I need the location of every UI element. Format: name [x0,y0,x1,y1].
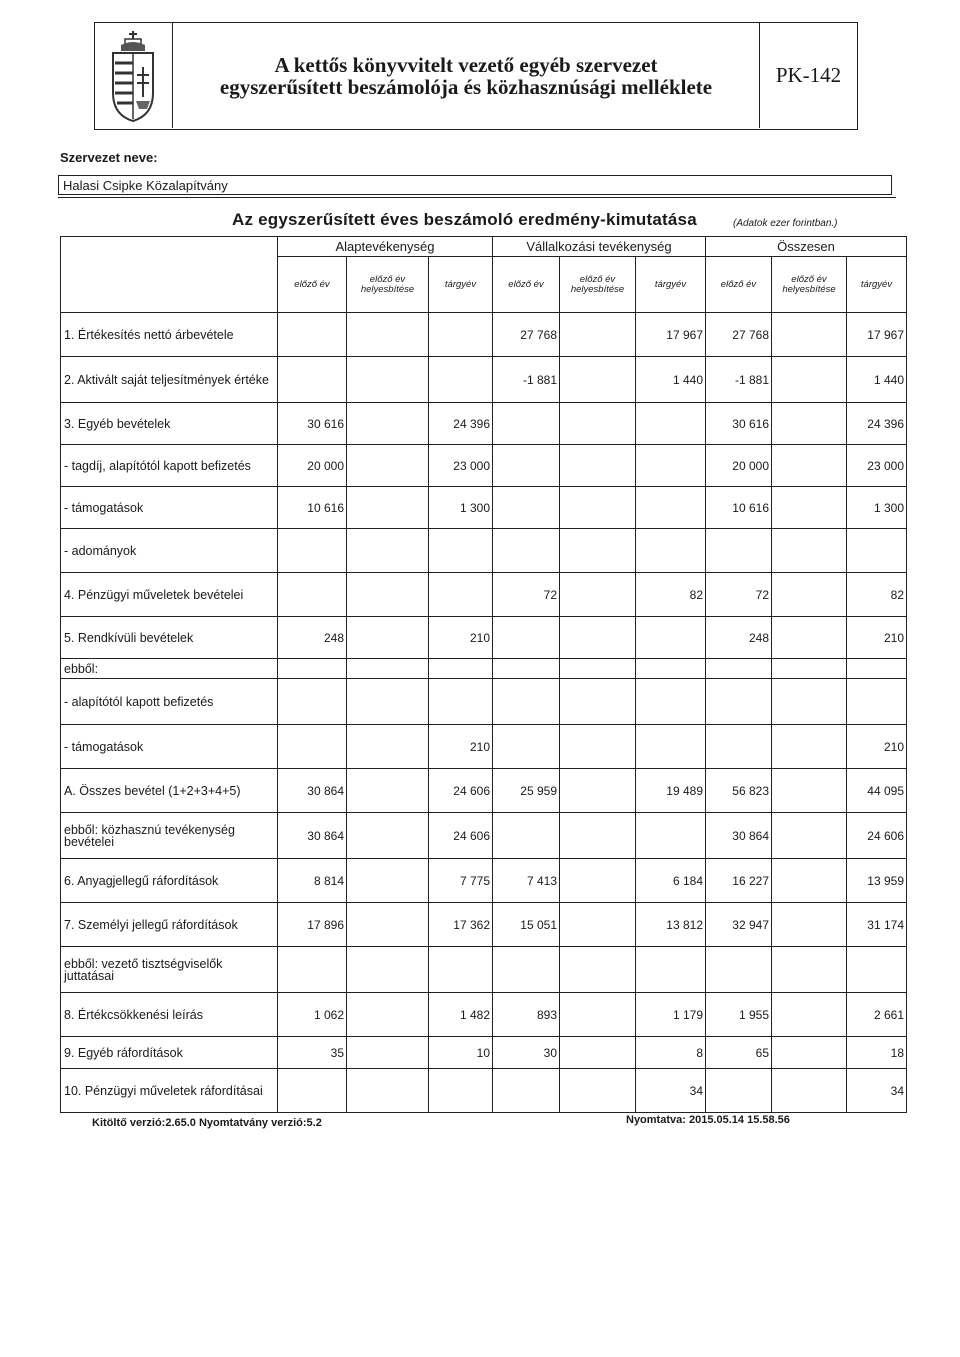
value-cell [772,903,847,947]
value-cell [560,617,636,659]
value-cell [772,1069,847,1113]
value-cell [429,573,493,617]
value-cell: 1 179 [636,993,706,1037]
column-header: tárgyév [636,257,706,313]
value-cell: 23 000 [847,445,907,487]
value-cell [847,659,907,679]
value-cell [772,357,847,403]
row-label: - tagdíj, alapítótól kapott befizetés [61,445,278,487]
value-cell [347,725,429,769]
statement-title: Az egyszerűsített éves beszámoló eredmény-kimutatása [232,210,697,229]
table-row [61,487,907,529]
table-row [61,813,907,859]
form-code: PK-142 [759,23,857,128]
value-cell [493,1069,560,1113]
value-cell: 34 [847,1069,907,1113]
value-cell [560,903,636,947]
value-cell: 82 [636,573,706,617]
value-cell [636,403,706,445]
value-cell [347,573,429,617]
row-label: 2. Aktivált saját teljesítmények értéke [61,357,278,403]
table-row [61,769,907,813]
value-cell [560,679,636,725]
group-header: Összesen [706,237,907,257]
table-row [61,1069,907,1113]
value-cell [636,529,706,573]
column-header: tárgyév [847,257,907,313]
value-cell: 17 362 [429,903,493,947]
value-cell: 10 [429,1037,493,1069]
row-label: - támogatások [61,725,278,769]
row-label: 5. Rendkívüli bevételek [61,617,278,659]
value-cell [493,659,560,679]
value-cell [636,617,706,659]
value-cell [278,573,347,617]
value-cell: 72 [706,573,772,617]
value-cell [347,659,429,679]
value-cell [278,313,347,357]
value-cell [636,725,706,769]
group-header: Alaptevékenység [278,237,493,257]
value-cell [772,679,847,725]
value-cell [636,947,706,993]
value-cell: 65 [706,1037,772,1069]
value-cell [493,445,560,487]
value-cell [278,725,347,769]
row-label: ebből: vezető tisztségviselők juttatásai [61,947,278,993]
row-label: 7. Személyi jellegű ráfordítások [61,903,278,947]
table-row [61,357,907,403]
value-cell: 44 095 [847,769,907,813]
value-cell [347,487,429,529]
value-cell: 30 616 [278,403,347,445]
value-cell [347,357,429,403]
value-cell [278,529,347,573]
value-cell [347,617,429,659]
value-cell: 1 440 [847,357,907,403]
value-cell: 13 959 [847,859,907,903]
row-label: ebből: közhasznú tevékenység bevételei [61,813,278,859]
value-cell: 1 300 [847,487,907,529]
value-cell: 27 768 [493,313,560,357]
value-cell [772,487,847,529]
value-cell [493,487,560,529]
value-cell [347,403,429,445]
value-cell [347,529,429,573]
value-cell [847,679,907,725]
value-cell [347,679,429,725]
value-cell [347,1037,429,1069]
value-cell [706,1069,772,1113]
value-cell [347,859,429,903]
value-cell: 13 812 [636,903,706,947]
value-cell [560,445,636,487]
value-cell [278,659,347,679]
column-header: előző év helyesbítése [772,257,847,313]
value-cell: 8 [636,1037,706,1069]
value-cell [429,357,493,403]
value-cell [560,1037,636,1069]
value-cell: 27 768 [706,313,772,357]
form-title [175,23,757,128]
value-cell [429,947,493,993]
value-cell: 20 000 [278,445,347,487]
row-label: - alapítótól kapott befizetés [61,679,278,725]
value-cell: 2 661 [847,993,907,1037]
organization-label: Szervezet neve: [60,150,158,165]
value-cell [347,769,429,813]
value-cell: 24 606 [429,769,493,813]
form-header [94,22,858,130]
value-cell [772,659,847,679]
value-cell [772,403,847,445]
value-cell [772,617,847,659]
row-label: 9. Egyéb ráfordítások [61,1037,278,1069]
table-row [61,573,907,617]
value-cell: 18 [847,1037,907,1069]
unit-note: (Adatok ezer forintban.) [733,218,838,229]
value-cell [706,947,772,993]
column-header: előző év helyesbítése [347,257,429,313]
table-row [61,617,907,659]
value-cell: 23 000 [429,445,493,487]
value-cell: 17 967 [636,313,706,357]
column-header: előző év [706,257,772,313]
title-line-1: A kettős könyvvitelt vezető egyéb szervezet [274,52,658,77]
row-label: 3. Egyéb bevételek [61,403,278,445]
value-cell [772,445,847,487]
value-cell: 7 775 [429,859,493,903]
value-cell [347,313,429,357]
value-cell: 19 489 [636,769,706,813]
group-header: Vállalkozási tevékenység [493,237,706,257]
value-cell: 20 000 [706,445,772,487]
value-cell [278,1069,347,1113]
value-cell [347,993,429,1037]
table-row [61,403,907,445]
value-cell [706,529,772,573]
value-cell [706,659,772,679]
row-label: - adományok [61,529,278,573]
value-cell [429,529,493,573]
value-cell: 16 227 [706,859,772,903]
value-cell: 1 955 [706,993,772,1037]
value-cell [429,313,493,357]
value-cell: 10 616 [706,487,772,529]
value-cell: 24 606 [847,813,907,859]
value-cell: 248 [278,617,347,659]
value-cell [560,487,636,529]
value-cell: 1 062 [278,993,347,1037]
value-cell: 17 896 [278,903,347,947]
value-cell: 30 [493,1037,560,1069]
table-row [61,529,907,573]
table-row [61,725,907,769]
value-cell [772,313,847,357]
table-header [61,237,907,313]
value-cell [560,659,636,679]
value-cell [429,679,493,725]
value-cell: 82 [847,573,907,617]
value-cell: 1 300 [429,487,493,529]
value-cell [347,947,429,993]
value-cell [636,813,706,859]
row-label: ebből: [61,659,278,679]
value-cell: 24 396 [429,403,493,445]
value-cell [347,903,429,947]
value-cell [772,769,847,813]
column-header: előző év [278,257,347,313]
value-cell [347,1069,429,1113]
value-cell: 24 606 [429,813,493,859]
value-cell [493,529,560,573]
value-cell: 31 174 [847,903,907,947]
value-cell: 210 [429,725,493,769]
value-cell [278,357,347,403]
value-cell [347,813,429,859]
table-row [61,313,907,357]
table-row [61,993,907,1037]
title-line-2: egyszerűsített beszámolója és közhasznúsági melléklete [219,74,713,99]
value-cell [429,659,493,679]
value-cell: 10 616 [278,487,347,529]
table-row [61,947,907,993]
value-cell [560,947,636,993]
column-header: tárgyév [429,257,493,313]
value-cell: 30 864 [278,813,347,859]
table-row [61,859,907,903]
value-cell [772,1037,847,1069]
value-cell [772,573,847,617]
value-cell: -1 881 [493,357,560,403]
value-cell [493,947,560,993]
value-cell [706,679,772,725]
value-cell: 210 [847,725,907,769]
row-label: 8. Értékcsökkenési leírás [61,993,278,1037]
value-cell: 72 [493,573,560,617]
value-cell: 56 823 [706,769,772,813]
value-cell [706,725,772,769]
value-cell [560,1069,636,1113]
value-cell [772,993,847,1037]
value-cell [560,993,636,1037]
value-cell: 32 947 [706,903,772,947]
table-row [61,679,907,725]
version-info: Kitöltő verzió:2.65.0 Nyomtatvány verzió:5.2 [92,1117,322,1129]
value-cell [772,813,847,859]
value-cell [560,529,636,573]
table-row [61,659,907,679]
print-timestamp: Nyomtatva: 2015.05.14 15.58.56 [626,1114,790,1126]
value-cell: 30 864 [706,813,772,859]
income-statement-table [60,236,907,1113]
value-cell [278,947,347,993]
column-header: előző év [493,257,560,313]
value-cell [772,947,847,993]
value-cell [560,859,636,903]
value-cell: 1 482 [429,993,493,1037]
value-cell [772,859,847,903]
value-cell: 25 959 [493,769,560,813]
value-cell: 34 [636,1069,706,1113]
value-cell [493,813,560,859]
table-row [61,903,907,947]
value-cell [772,529,847,573]
value-cell [560,725,636,769]
column-header: előző év helyesbítése [560,257,636,313]
row-label: 4. Pénzügyi műveletek bevételei [61,573,278,617]
value-cell: 7 413 [493,859,560,903]
value-cell: 210 [429,617,493,659]
value-cell [493,725,560,769]
value-cell: 248 [706,617,772,659]
crest-cell [95,23,173,128]
row-label: 6. Anyagjellegű ráfordítások [61,859,278,903]
value-cell: 24 396 [847,403,907,445]
value-cell [636,445,706,487]
row-label: - támogatások [61,487,278,529]
value-cell: 893 [493,993,560,1037]
value-cell: 6 184 [636,859,706,903]
divider [58,197,896,198]
value-cell [278,679,347,725]
value-cell: 8 814 [278,859,347,903]
value-cell [560,769,636,813]
value-cell [560,573,636,617]
value-cell [847,529,907,573]
value-cell [560,357,636,403]
value-cell: 15 051 [493,903,560,947]
table-row [61,445,907,487]
value-cell [493,403,560,445]
value-cell: 210 [847,617,907,659]
value-cell: 30 864 [278,769,347,813]
value-cell [636,679,706,725]
header-blank-cell [61,237,278,313]
value-cell [560,403,636,445]
value-cell: 17 967 [847,313,907,357]
organization-name: Halasi Csipke Közalapítvány [63,178,228,193]
value-cell [493,617,560,659]
row-label: 1. Értékesítés nettó árbevétele [61,313,278,357]
value-cell: 35 [278,1037,347,1069]
table-row [61,1037,907,1069]
value-cell [560,313,636,357]
value-cell: -1 881 [706,357,772,403]
value-cell [636,487,706,529]
value-cell [772,725,847,769]
row-label: 10. Pénzügyi műveletek ráfordításai [61,1069,278,1113]
value-cell: 1 440 [636,357,706,403]
organization-name-field [58,175,892,195]
value-cell [347,445,429,487]
value-cell [429,1069,493,1113]
value-cell [847,947,907,993]
value-cell [493,679,560,725]
row-label: A. Összes bevétel (1+2+3+4+5) [61,769,278,813]
value-cell [560,813,636,859]
hungarian-coat-of-arms-icon [95,23,171,127]
value-cell: 30 616 [706,403,772,445]
value-cell [636,659,706,679]
table-body [61,313,907,1113]
